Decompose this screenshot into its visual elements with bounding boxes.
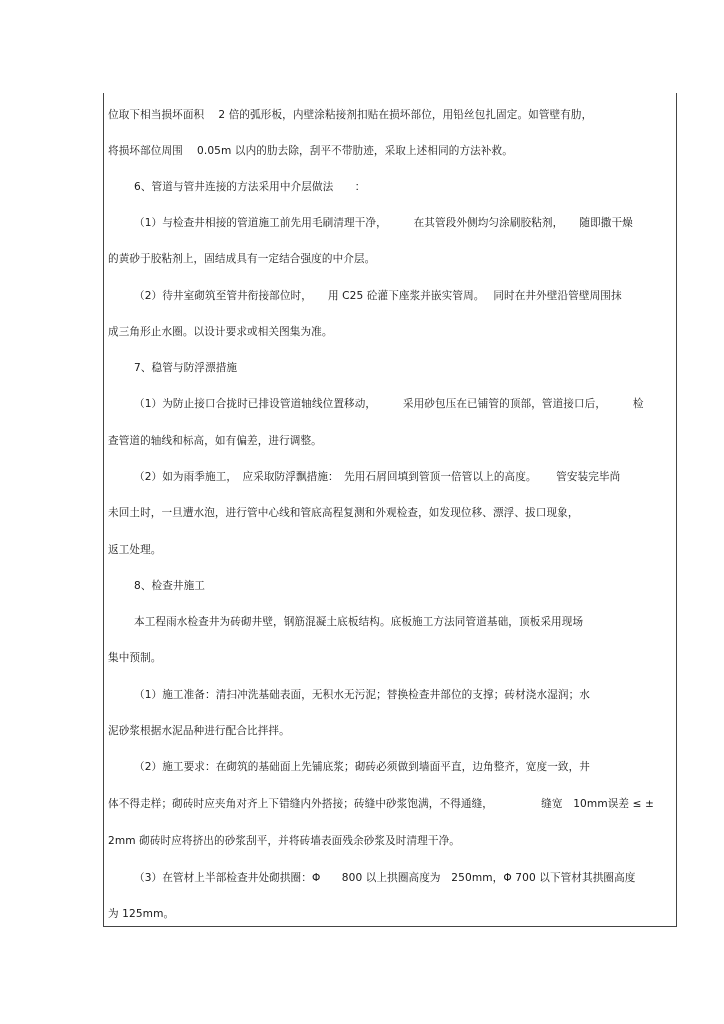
- body-text-line: （2）施工要求：在砌筑的基础面上先铺底浆；砌砖必须做到墙面平直，边角整齐，宽度一致，井: [134, 761, 590, 773]
- body-text-line: 成三角形止水圈。以设计要求或相关图集为准。: [108, 326, 333, 338]
- section-heading: 7、稳管与防浮漂措施: [134, 362, 238, 374]
- section-heading: 8、检查井施工: [134, 580, 206, 592]
- body-text-line: 将损坏部位周围 0.05m 以内的肋去除，刮平不带肋迹，采取上述相同的方法补救。: [108, 145, 513, 157]
- body-text-line: （2）待井室砌筑至管井衔接部位时， 用 C25 砼灌下座浆并嵌实管周。 同时在井外壁沿管壁周围抹: [134, 290, 622, 302]
- body-text-line: （1）为防止接口合拢时已排设管道轴线位置移动， 采用砂包压在已铺管的顶部，管道接口后， 检: [134, 398, 644, 410]
- body-text-line: 的黄砂于胶粘剂上，固结成具有一定结合强度的中介层。: [108, 253, 376, 265]
- section-heading: 6、管道与管井连接的方法采用中介层做法 ：: [134, 181, 366, 193]
- body-text-line: 本工程雨水检查井为砖砌井壁，钢筋混凝土底板结构。底板施工方法同管道基础，顶板采用现场: [134, 616, 584, 628]
- body-text-line: 2mm 砌砖时应将挤出的砂浆刮平，并将砖墙表面残余砂浆及时清理干净。: [108, 835, 460, 847]
- body-text-line: （1）与检查井相接的管道施工前先用毛刷清理干净， 在其管段外侧均匀涂刷胶粘剂， 随即撒干燥: [134, 217, 633, 229]
- body-text-line: （1）施工准备：清扫冲洗基础表面，无积水无污泥；替换检查井部位的支撑；砖材浇水湿润；水: [134, 689, 590, 701]
- body-text-line: 位取下相当损坏面积 2 倍的弧形板，内壁涂粘接剂扣贴在损坏部位，用铅丝包扎固定。如管壁有肋，: [108, 109, 593, 121]
- body-text-line: （2）如为雨季施工， 应采取防浮飘措施： 先用石屑回填到管顶一倍管以上的高度。 管安装完毕尚: [134, 471, 621, 483]
- body-text-line: 返工处理。: [108, 544, 162, 556]
- body-text-line: 集中预制。: [108, 652, 162, 664]
- body-text-line: （3）在管材上半部检查井处砌拱圈：Φ 800 以上拱圈高度为 250mm，Φ 700 以下管材其拱圈高度: [134, 872, 636, 884]
- body-text-line: 查管道的轴线和标高，如有偏差，进行调整。: [108, 435, 322, 447]
- body-text-line: 未回土时，一旦遭水泡，进行管中心线和管底高程复测和外观检查，如发现位移、漂浮、拔口现象，: [108, 507, 579, 519]
- body-text-line: 泥砂浆根据水泥品种进行配合比拌拌。: [108, 725, 290, 737]
- body-text-line: 体不得走样；砌砖时应夹角对齐上下错缝内外搭接；砖缝中砂浆饱满，不得通缝， 缝宽 10mm误差 ≤ ±: [108, 798, 655, 810]
- body-text-line: 为 125mm。: [108, 908, 175, 920]
